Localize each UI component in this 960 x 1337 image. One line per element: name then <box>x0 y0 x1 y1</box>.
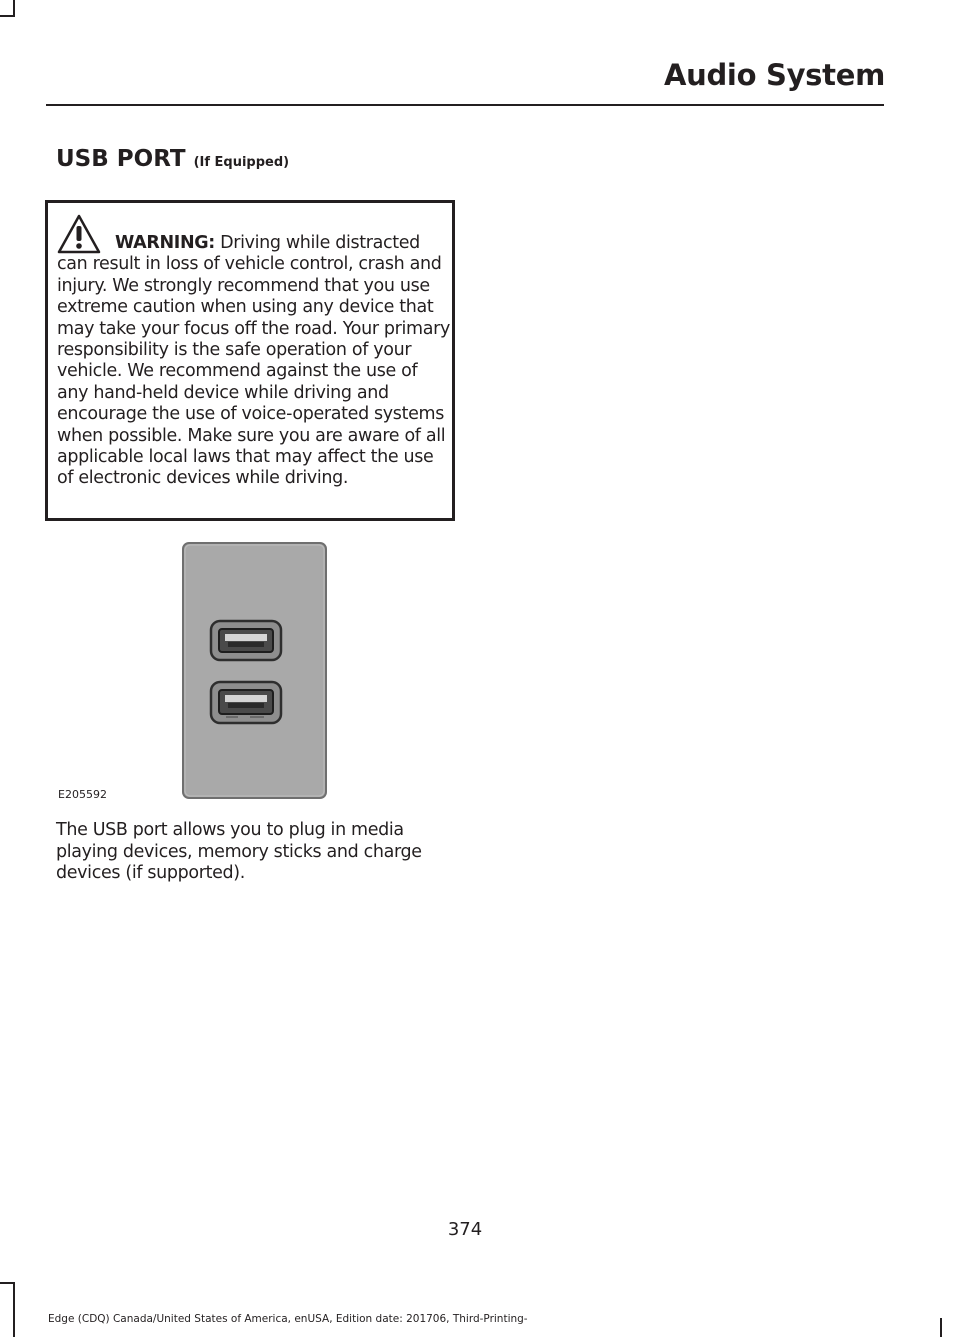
warning-label: WARNING: <box>115 233 215 253</box>
body-paragraph: The USB port allows you to plug in media playing devices, memory sticks and charge devices (if supported). <box>56 820 422 883</box>
crop-mark-bottom-left-v <box>13 1282 15 1337</box>
section-heading-text: USB PORT <box>56 146 186 172</box>
crop-mark-bottom-right-v <box>940 1318 942 1337</box>
page-footer: Edge (CDQ) Canada/United States of America, enUSA, Edition date: 201706, Third-Printing- <box>48 1313 528 1325</box>
page-header-title: Audio System <box>663 58 885 92</box>
usb-port-lower <box>211 682 281 723</box>
page-number: 374 <box>447 1219 483 1240</box>
section-qualifier: (If Equipped) <box>193 155 290 170</box>
header-rule <box>46 104 884 106</box>
usb-port-upper <box>211 621 281 660</box>
warning-body: Driving while distracted can result in loss of vehicle control, crash and injury. We strongly recommend that you use extreme caution when using any device that may take your focus off the road. Your primary responsibility is the safe operation of your vehicle. We recommend against the use of any hand-held device while driving and encourage the use of voice-operated systems when possible. Make sure you are aware of all applicable local laws that may affect the use of electronic devices while driving. <box>57 233 450 489</box>
crop-mark-top-left-h <box>0 15 15 17</box>
warning-text-block <box>57 233 453 490</box>
crop-mark-bottom-left-h <box>0 1282 15 1284</box>
figure-code: E205592 <box>58 788 107 801</box>
warning-box <box>45 200 455 521</box>
section-heading <box>56 146 289 172</box>
usb-port-illustration <box>50 540 450 802</box>
